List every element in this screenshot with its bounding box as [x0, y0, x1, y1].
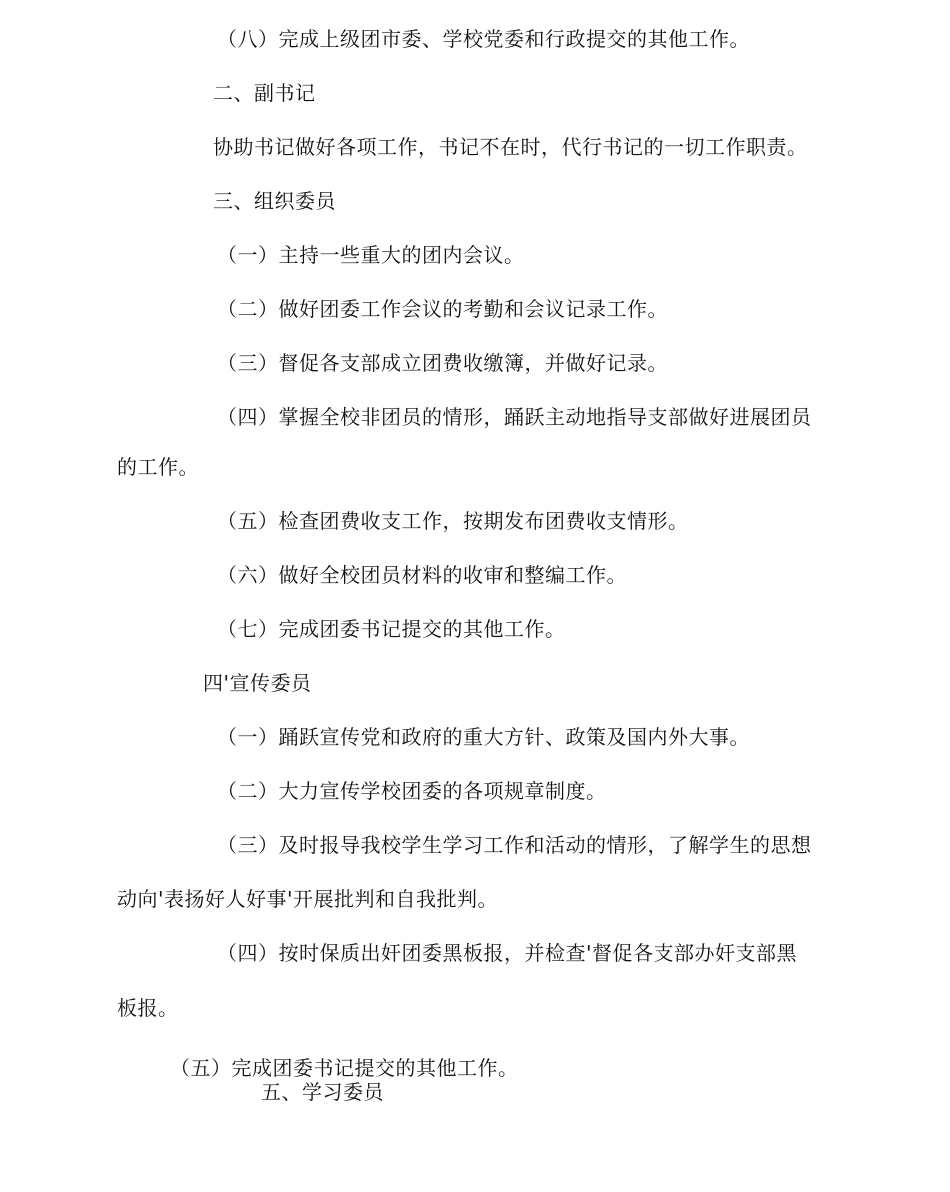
paragraph-line: （四）掌握全校非团员的情形，踊跃主动地指导支部做好进展团员 [217, 405, 812, 429]
paragraph-line: 的工作。 [117, 455, 199, 479]
paragraph-line: （五）检查团费收支工作，按期发布团费收支情形。 [217, 509, 689, 533]
paragraph-line: （三）督促各支部成立团费收缴簿，并做好记录。 [217, 351, 668, 375]
paragraph-line: （四）按时保质出奸团委黑板报，并检查'督促各支部办奸支部黑 [217, 941, 797, 965]
paragraph-line: （一）主持一些重大的团内会议。 [217, 243, 525, 267]
paragraph-line: （二）大力宣传学校团委的各项规章制度。 [217, 779, 607, 803]
paragraph-line: 动向'表扬好人好事'开展批判和自我批判。 [117, 887, 498, 911]
paragraph-line: （二）做好团委工作会议的考勤和会议记录工作。 [217, 297, 668, 321]
paragraph-line: 板报。 [117, 996, 179, 1020]
paragraph-line: （一）踊跃宣传党和政府的重大方针、政策及国内外大事。 [217, 725, 750, 749]
section-heading: 四'宣传委员 [203, 671, 312, 695]
section-heading: 二、副书记 [213, 81, 316, 105]
paragraph-line: （三）及时报导我校学生学习工作和活动的情形，了解学生的思想 [217, 833, 812, 857]
paragraph-line: （七）完成团委书记提交的其他工作。 [217, 617, 566, 641]
section-heading: 三、组织委员 [213, 189, 336, 213]
paragraph-line: 协助书记做好各项工作，书记不在时，代行书记的一切工作职责。 [213, 135, 808, 159]
paragraph-line: （六）做好全校团员材料的收审和整编工作。 [217, 563, 627, 587]
paragraph-line: （五）完成团委书记提交的其他工作。 [170, 1056, 519, 1080]
paragraph-line: （八）完成上级团市委、学校党委和行政提交的其他工作。 [217, 27, 750, 51]
section-heading: 五、学习委员 [261, 1080, 384, 1104]
